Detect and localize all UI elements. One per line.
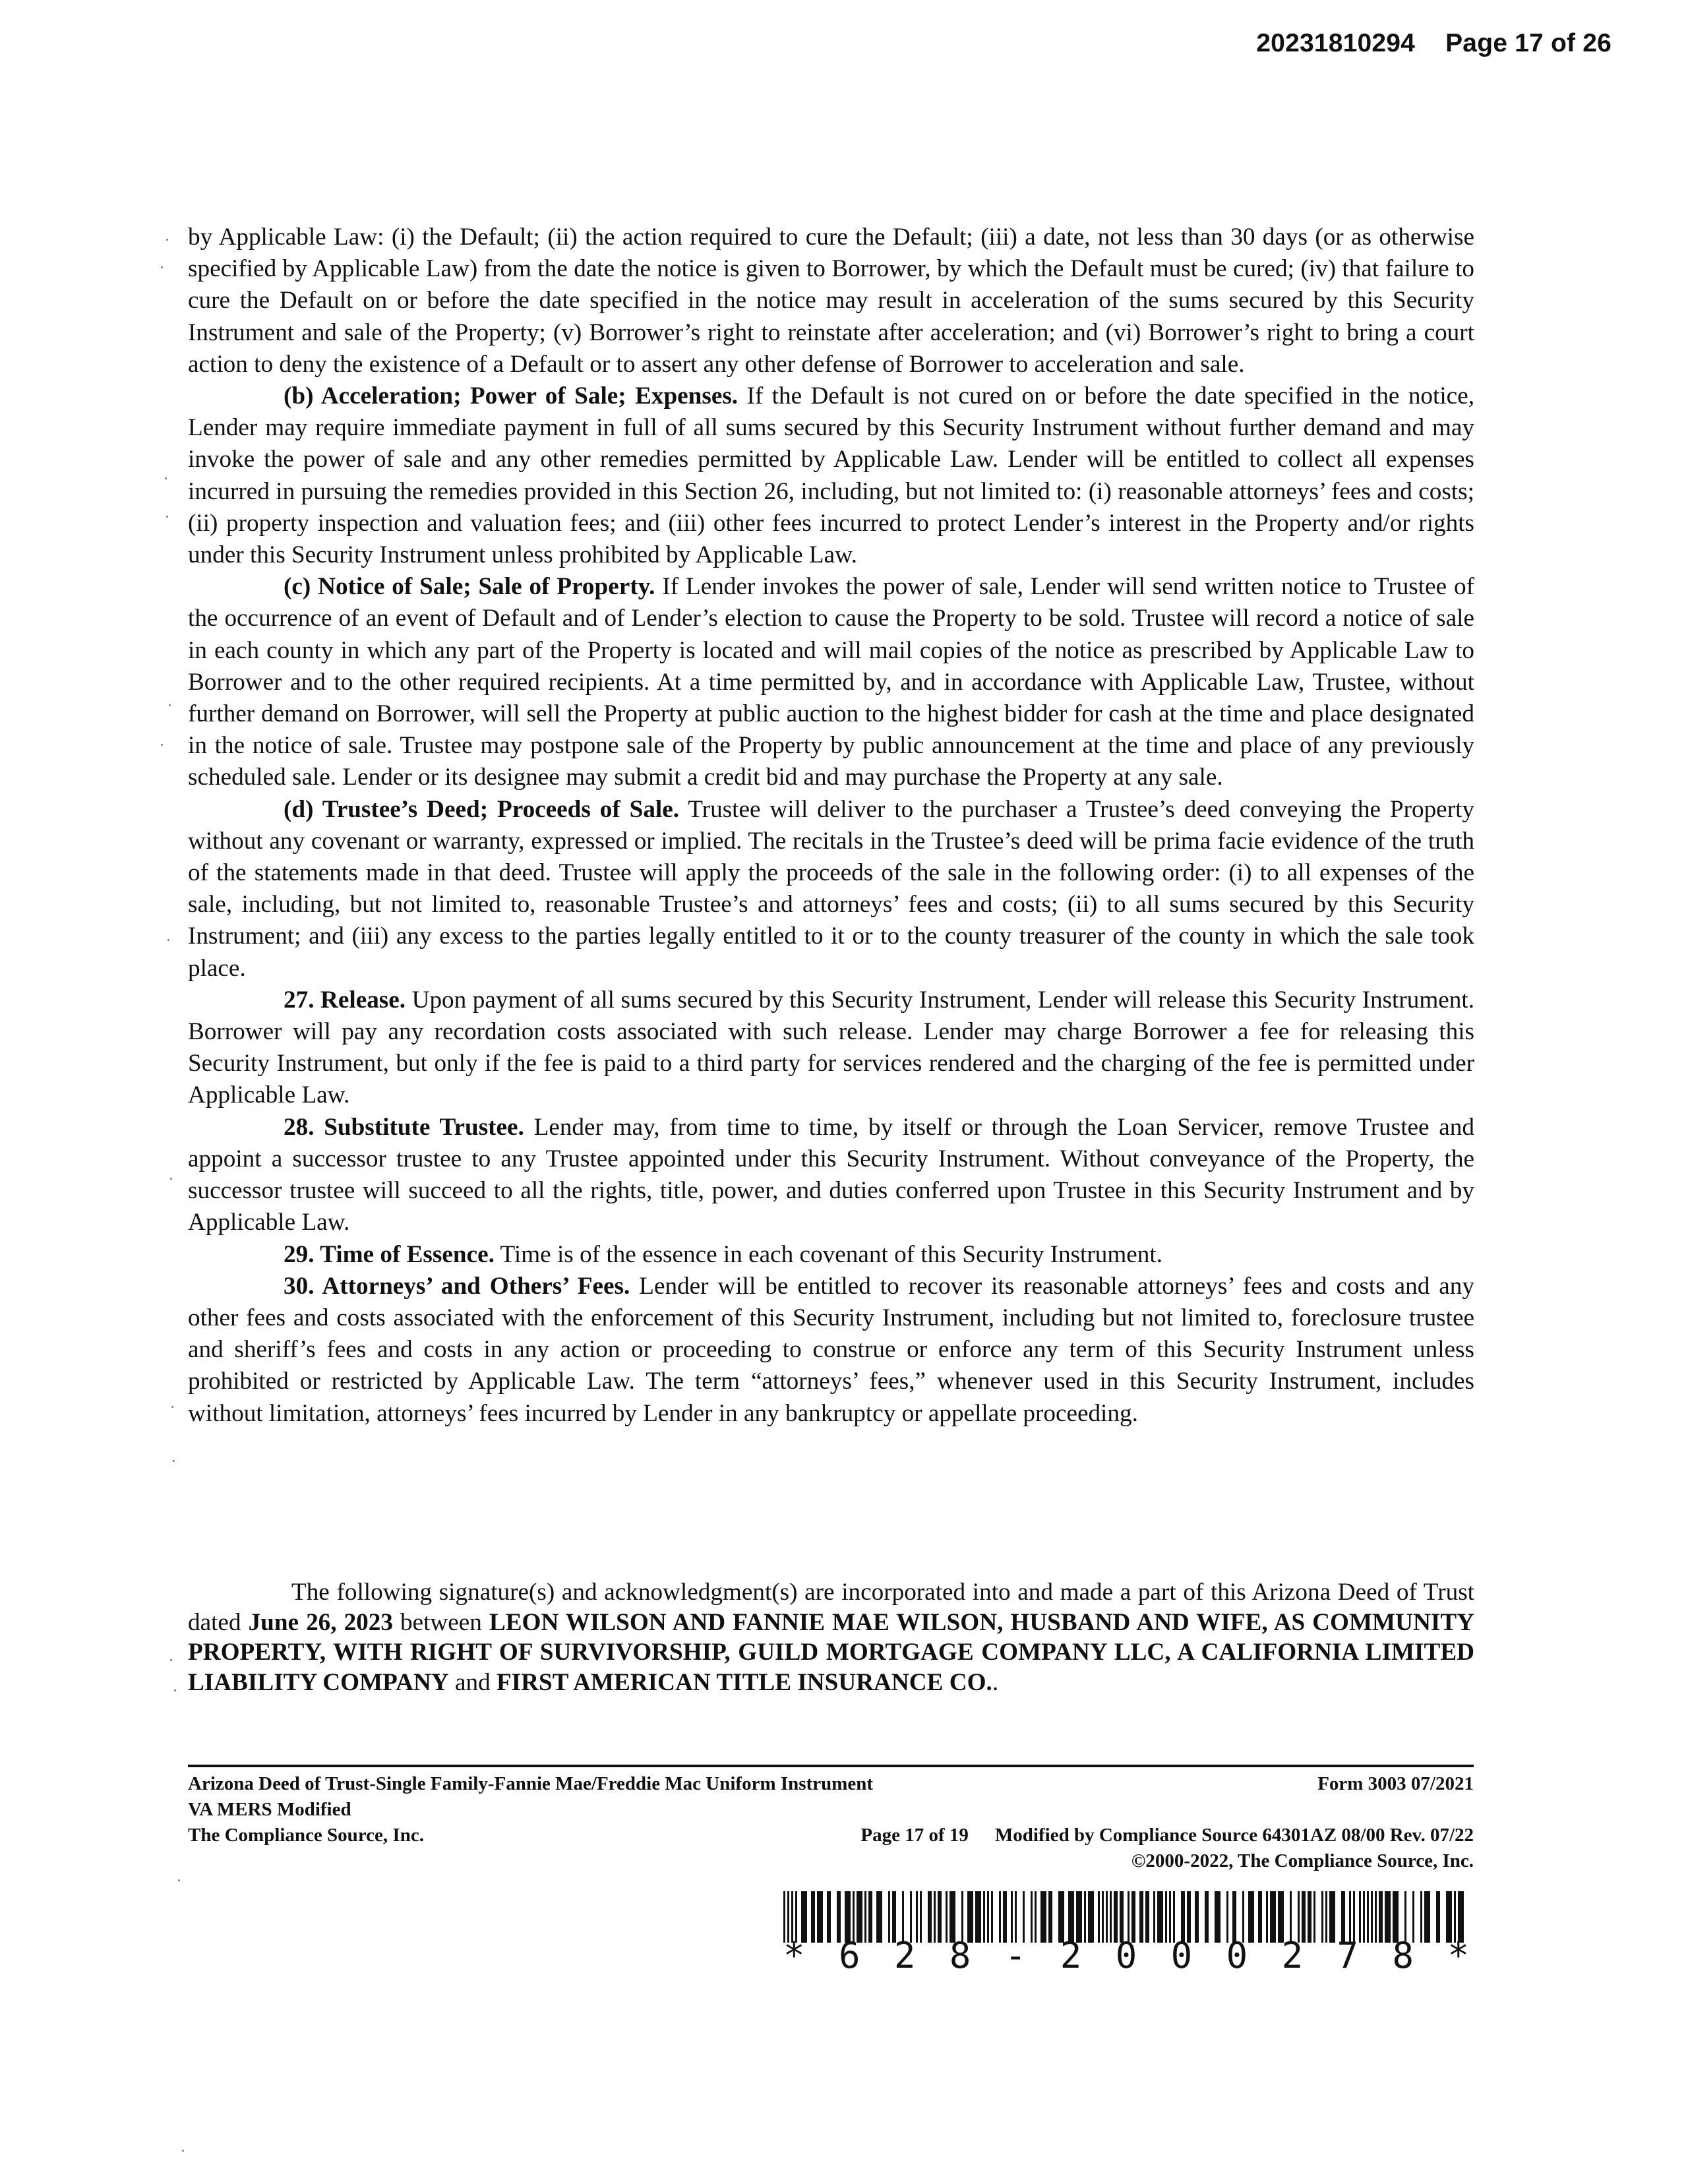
barcode-glyph: 0 xyxy=(1170,1935,1193,1976)
scan-speck xyxy=(169,704,171,706)
borrower-parties: LEON WILSON AND FANNIE MAE WILSON, HUSBAND AND WIFE, AS COMMUNITY PROPERTY, WITH RIGHT OF SURVIVORSHIP, GUILD MORTGAGE COMPANY LLC, A CALIFORNIA LIMITED LIABILITY COMPANY xyxy=(188,1608,1474,1696)
modification-note: Modified by Compliance Source 64301AZ 08/00 Rev. 07/22 xyxy=(994,1825,1474,1846)
section-heading: 28. Substitute Trustee. xyxy=(284,1113,524,1141)
barcode-glyph: - xyxy=(1004,1935,1027,1976)
barcode-glyph: 8 xyxy=(949,1935,971,1976)
scan-speck xyxy=(171,1406,173,1408)
document-number: 20231810294 xyxy=(1256,29,1416,57)
scan-speck xyxy=(182,2150,184,2152)
barcode-glyph: 2 xyxy=(893,1935,916,1976)
barcode-glyph: * xyxy=(1447,1935,1469,1976)
section-text: Lender will be entitled to recover its reasonable attorneys’ fees and costs and any other fees and costs associated with the enforcement of this Security Instrument, including but not limited to, foreclosure trustee and sheriff’s fees and costs in any action or proceeding to construe or enforce any term of this Security Instrument unless prohibited or restricted by Applicable Law. The term “attorneys’ fees,” whenever used in this Security Instrument, includes without limitation, attorneys’ fees incurred by Lender in any bankruptcy or appellate proceeding. xyxy=(188,1272,1474,1427)
scan-speck xyxy=(174,1689,176,1691)
barcode-glyph: 6 xyxy=(838,1935,860,1976)
scan-speck xyxy=(165,477,167,479)
barcode-glyph: 8 xyxy=(1392,1935,1414,1976)
scan-speck xyxy=(173,1460,175,1462)
section-substitute-trustee xyxy=(188,1112,1474,1239)
recording-stamp xyxy=(1256,29,1612,58)
section-text: Time is of the essence in each covenant of this Security Instrument. xyxy=(494,1240,1163,1268)
form-number: Form 3003 07/2021 xyxy=(1317,1773,1474,1794)
form-variant: VA MERS Modified xyxy=(188,1799,351,1820)
barcode-glyph: 7 xyxy=(1337,1935,1359,1976)
section-heading: (b) Acceleration; Power of Sale; Expenses. xyxy=(284,382,738,410)
scan-speck xyxy=(166,239,168,241)
barcode-glyph: 0 xyxy=(1115,1935,1137,1976)
section-text: If the Default is not cured on or before the date specified in the notice, Lender may require immediate payment in full of all sums secured by this Security Instrument without further demand and may invoke the power of sale and any other remedies permitted by Applicable Law. Lender will be entitled to collect all expenses incurred in pursuing the remedies provided in this Section 26, including, but not limited to: (i) reasonable attorneys’ fees and costs; (ii) property inspection and valuation fees; and (iii) other fees incurred to protect Lender’s interest in the Property and/or rights under this Security Instrument unless prohibited by Applicable Law. xyxy=(188,382,1474,569)
copyright: ©2000-2022, The Compliance Source, Inc. xyxy=(1131,1850,1474,1871)
barcode-glyph: 2 xyxy=(1281,1935,1304,1976)
section-heading: (d) Trustee’s Deed; Proceeds of Sale. xyxy=(284,795,680,823)
barcode-glyph: 2 xyxy=(1060,1935,1082,1976)
deed-body xyxy=(188,222,1474,1430)
barcode-label xyxy=(783,1935,1469,1976)
section-notice-of-sale xyxy=(188,571,1474,793)
section-attorneys-fees xyxy=(188,1271,1474,1430)
section-text: If Lender invokes the power of sale, Lender will send written notice to Trustee of the occurrence of an event of Default and of Lender’s election to cause the Property to be sold. Trustee will record a notice of sale in each county in which any part of the Property is located and will mail copies of the notice as prescribed by Applicable Law to Borrower and to the other required recipients. At a time permitted by, and in accordance with Applicable Law, Trustee, without further demand on Borrower, will sell the Property at public auction to the highest bidder for cash at the time and place designated in the notice of sale. Trustee may postpone sale of the Property by public announcement at the time and place of any previously scheduled sale. Lender or its designee may submit a credit bid and may purchase the Property at any sale. xyxy=(188,573,1474,791)
section-time-of-essence xyxy=(188,1239,1474,1271)
scan-speck xyxy=(178,1879,180,1881)
section-release xyxy=(188,985,1474,1112)
section-heading: 29. Time of Essence. xyxy=(284,1240,495,1268)
signature-incorporation-clause: The following signature(s) and acknowledgment(s) are incorporated into and made a part of this Arizona Deed of Trust dated June 26, 2023 between LEON WILSON AND FANNIE MAE WILSON, HUSBAND AND WIFE, AS COMMUNITY PROPERTY, WITH RIGHT OF SURVIVORSHIP, GUILD MORTGAGE COMPANY LLC, A CALIFORNIA LIMITED LIABILITY COMPANY and FIRST AMERICAN TITLE INSURANCE CO.. xyxy=(188,1579,1474,1696)
scan-speck xyxy=(166,516,168,518)
section-text: Lender may, from time to time, by itself or through the Loan Servicer, remove Trustee and appoint a successor trustee to any Trustee appointed under this Security Instrument. Without conveyance of the Property, the successor trustee will succeed to all the rights, title, power, and duties conferred upon Trustee in this Security Instrument and by Applicable Law. xyxy=(188,1113,1474,1236)
section-acceleration xyxy=(188,380,1474,571)
scan-speck xyxy=(167,939,169,941)
form-title: Arizona Deed of Trust-Single Family-Fannie Mae/Freddie Mac Uniform Instrument xyxy=(188,1773,874,1794)
section-heading: 27. Release. xyxy=(284,986,406,1014)
section-heading: 30. Attorneys’ and Others’ Fees. xyxy=(284,1272,630,1300)
deed-date: June 26, 2023 xyxy=(248,1608,393,1636)
paragraph-default-notice: by Applicable Law: (i) the Default; (ii) the action required to cure the Default; (iii) a date, not less than 30 days (or as otherwise specified by Applicable Law) from the date the notice is given to Borrower, by which the Default must be cured; (iv) that failure to cure the Default on or before the date specified in the notice may result in acceleration of the sums secured by this Security Instrument and sale of the Property; (v) Borrower’s right to reinstate after acceleration; and (vi) Borrower’s right to bring a court action to deny the existence of a Default or to assert any other defense of Borrower to acceleration and sale. xyxy=(188,224,1474,378)
form-page-number: Page 17 of 19 xyxy=(860,1825,969,1846)
footer-divider xyxy=(188,1765,1474,1767)
section-text: Trustee will deliver to the purchaser a Trustee’s deed conveying the Property without any covenant or warranty, expressed or implied. The recitals in the Trustee’s deed will be prima facie evidence of the truth of the statements made in that deed. Trustee will apply the proceeds of the sale in the following order: (i) to all expenses of the sale, including, but not limited to, reasonable Trustee’s and attorneys’ fees and costs; (ii) to all sums secured by this Security Instrument; and (iii) any excess to the parties legally entitled to it or to the county treasurer of the county in which the sale took place. xyxy=(188,795,1474,982)
scan-speck xyxy=(161,266,163,268)
publisher: The Compliance Source, Inc. xyxy=(188,1825,424,1846)
barcode-glyph: 0 xyxy=(1226,1935,1248,1976)
scan-speck xyxy=(170,1659,172,1661)
barcode-glyph: * xyxy=(783,1935,805,1976)
form-footer xyxy=(188,1771,1474,1874)
scan-speck xyxy=(170,1178,172,1180)
trustee-party: FIRST AMERICAN TITLE INSURANCE CO. xyxy=(496,1668,992,1696)
section-heading: (c) Notice of Sale; Sale of Property. xyxy=(284,573,655,601)
section-text: Upon payment of all sums secured by this Security Instrument, Lender will release this Security Instrument. Borrower will pay any recordation costs associated with such release. Lender may charge Borrower a fee for releasing this Security Instrument, but only if the fee is paid to a third party for services rendered and the charging of the fee is permitted under Applicable Law. xyxy=(188,986,1474,1109)
recorded-page-label: Page 17 of 26 xyxy=(1445,29,1612,57)
section-trustees-deed xyxy=(188,794,1474,985)
scan-speck xyxy=(161,744,163,746)
